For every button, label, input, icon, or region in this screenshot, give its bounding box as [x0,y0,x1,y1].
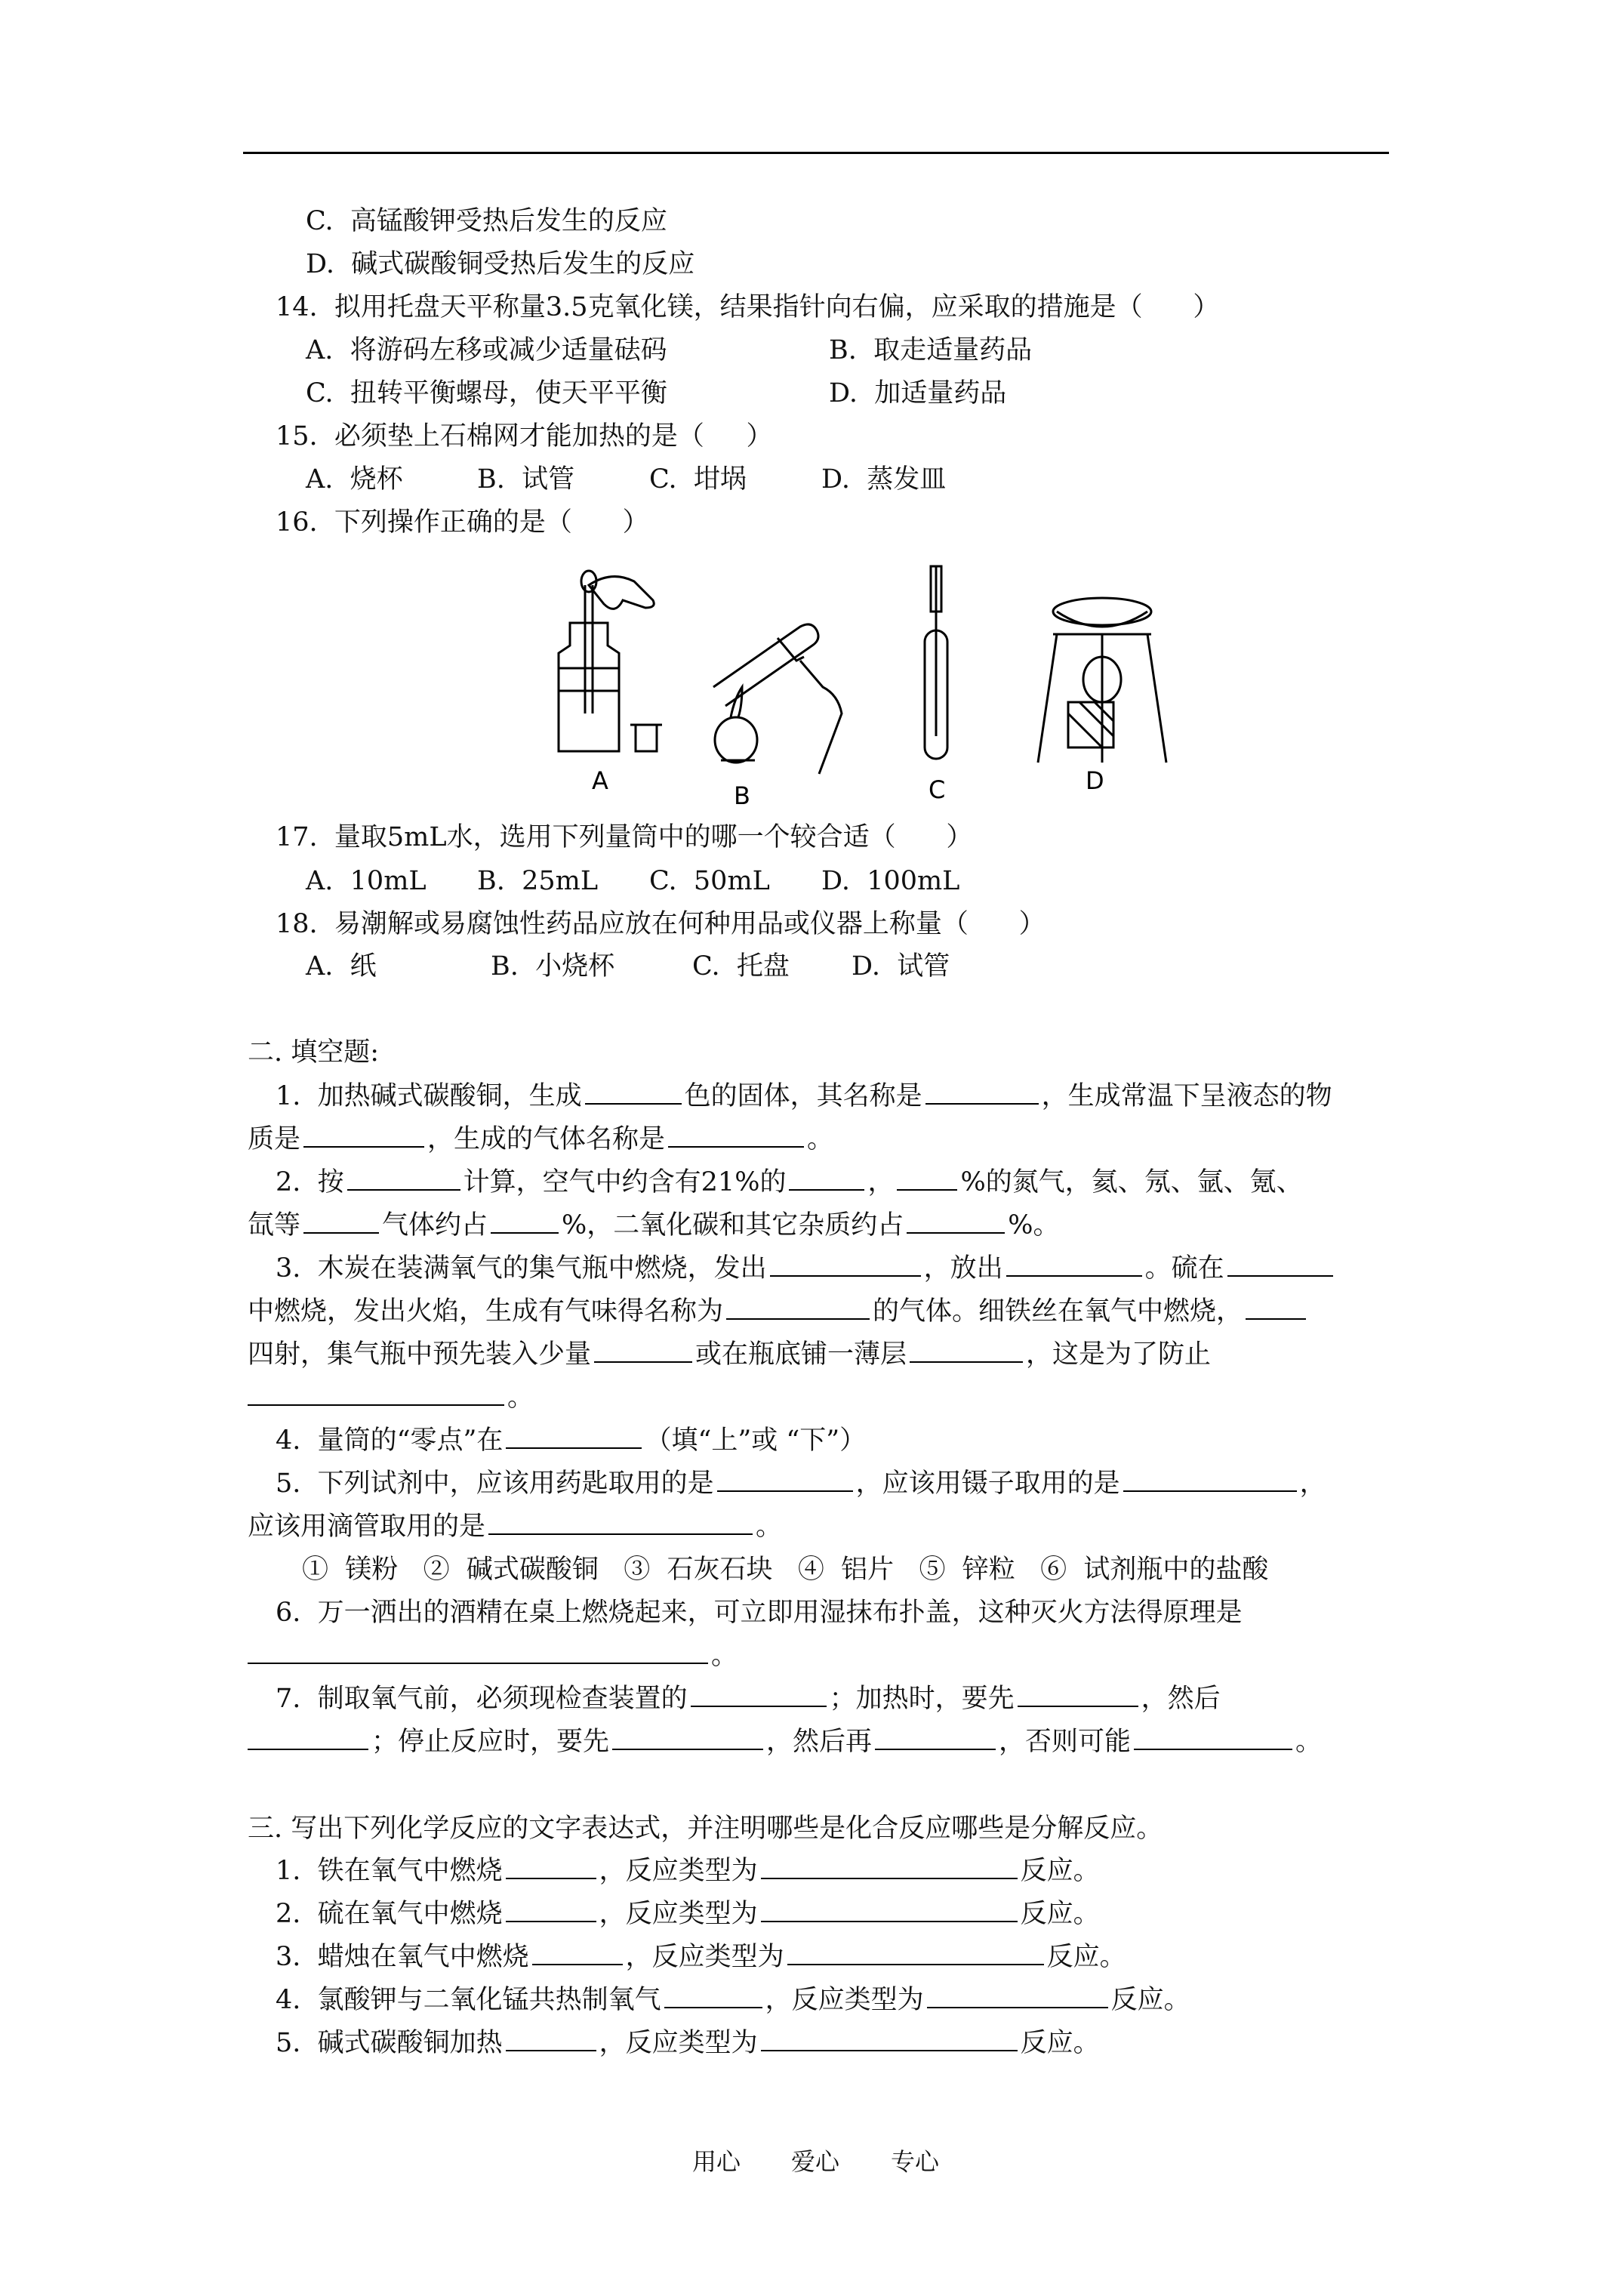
q13-option-d: D. 碱式碳酸铜受热后发生的反应 [306,249,695,279]
fill-6-line-2: 。 [248,1639,738,1672]
q18-option-b: B. 小烧杯 [491,951,615,982]
section2-title: 二. 填空题: [248,1037,380,1068]
q13-option-c: C. 高锰酸钾受热后发生的反应 [306,206,667,236]
q14-stem: 14. 拟用托盘天平称量3.5克氧化镁，结果指针向右偏，应采取的措施是（ ） [276,292,1220,322]
reaction-2: 2. 硫在氧气中燃烧 ，反应类型为 反应。 [276,1899,1100,1929]
fill-3-line-3: 四射，集气瓶中预先装入少量 或在瓶底铺一薄层 ，这是为了防止 [248,1339,1212,1370]
figure-label-c: C [929,775,946,804]
figure-label-d: D [1086,766,1104,795]
footer-text-2: 爱心 [791,2147,840,2176]
reaction-3: 3. 蜡烛在氧气中燃烧 ，反应类型为 反应。 [276,1942,1126,1972]
figure-label-a: A [592,766,608,795]
fill-3-line-2: 中燃烧，发出火焰，生成有气味得名称为 的气体。细铁丝在氧气中燃烧， [248,1295,1309,1328]
reaction-1: 1. 铁在氧气中燃烧 ，反应类型为 反应。 [276,1856,1100,1886]
figure-b-heating-tube [713,624,842,774]
q15-option-a: A. 烧杯 [306,464,403,495]
fill-5-line-2: 应该用滴管取用的是 。 [248,1512,783,1542]
fill-6-line-1: 6. 万一洒出的酒精在桌上燃烧起来，可立即用湿抹布扑盖，这种灭火方法得原理是 [276,1598,1243,1628]
fill-2-line-2: 氙等 气体约占 %，二氧化碳和其它杂质约占 %。 [248,1210,1060,1240]
fill-5-line-1: 5. 下列试剂中，应该用药匙取用的是 ，应该用镊子取用的是 ， [276,1469,1326,1499]
fill-7-line-2: ；停止反应时，要先 ，然后再 ，否则可能 。 [248,1725,1322,1758]
q15-stem: 15. 必须垫上石棉网才能加热的是（ ） [276,421,773,451]
q14-option-c: C. 扭转平衡螺母，使天平平衡 [306,378,667,408]
q14-option-b: B. 取走适量药品 [829,335,1033,365]
fill-3-line-4: 。 [248,1381,534,1414]
q16-apparatus-figure [528,555,1208,812]
q15-option-d: D. 蒸发皿 [821,464,947,495]
q17-option-b: B. 25mL [477,866,599,896]
q17-option-d: D. 100mL [821,866,960,896]
q17-stem: 17. 量取5mL水，选用下列量筒中的哪一个较合适（ ） [276,822,973,852]
figure-c-test-tube [925,566,947,759]
q16-stem: 16. 下列操作正确的是（ ） [276,507,649,538]
q17-option-c: C. 50mL [649,866,770,896]
q17-option-a: A. 10mL [306,866,427,896]
q18-option-a: A. 纸 [306,951,377,982]
fill-3-line-1: 3. 木炭在装满氧气的集气瓶中燃烧，发出 ，放出 。硫在 [276,1252,1336,1285]
q18-option-d: D. 试管 [852,951,950,982]
q15-option-c: C. 坩埚 [649,464,747,495]
q15-option-b: B. 试管 [477,464,575,495]
q14-option-a: A. 将游码左移或减少适量砝码 [306,335,667,365]
reaction-4: 4. 氯酸钾与二氧化锰共热制氧气 ，反应类型为 反应。 [276,1985,1190,2015]
footer-text-3: 专心 [891,2147,940,2176]
q14-option-d: D. 加适量药品 [829,378,1007,408]
fill-5-reagent-list: ① 镁粉 ② 碱式碳酸铜 ③ 石灰石块 ④ 铝片 ⑤ 锌粒 ⑥ 试剂瓶中的盐酸 [302,1555,1269,1585]
figure-label-b: B [734,781,750,810]
section3-title: 三. 写出下列化学反应的文字表达式，并注明哪些是化合反应哪些是分解反应。 [248,1814,1163,1844]
fill-2-line-1: 2. 按 计算，空气中约含有21%的 ， %的氮气，氦、氖、氩、氪、 [276,1167,1303,1197]
q18-option-c: C. 托盘 [692,951,790,982]
reaction-5: 5. 碱式碳酸铜加热 ，反应类型为 反应。 [276,2028,1100,2058]
footer-text-1: 用心 [692,2147,741,2176]
header-rule [243,152,1389,154]
fill-7-line-1: 7. 制取氧气前，必须现检查装置的 ；加热时，要先 ，然后 [276,1684,1221,1714]
figure-d-tripod-evaporating-dish [1038,598,1166,763]
fill-4: 4. 量筒的“零点”在 （填“上”或 “下”） [276,1425,867,1456]
fill-1-line-2: 质是 ，生成的气体名称是 。 [248,1124,834,1154]
q18-stem: 18. 易潮解或易腐蚀性药品应放在何种用品或仪器上称量（ ） [276,909,1046,939]
fill-1-line-1: 1. 加热碱式碳酸铜，生成 色的固体，其名称是 ，生成常温下呈液态的物 [276,1081,1332,1111]
figure-a-dropper-bottle [559,571,662,751]
